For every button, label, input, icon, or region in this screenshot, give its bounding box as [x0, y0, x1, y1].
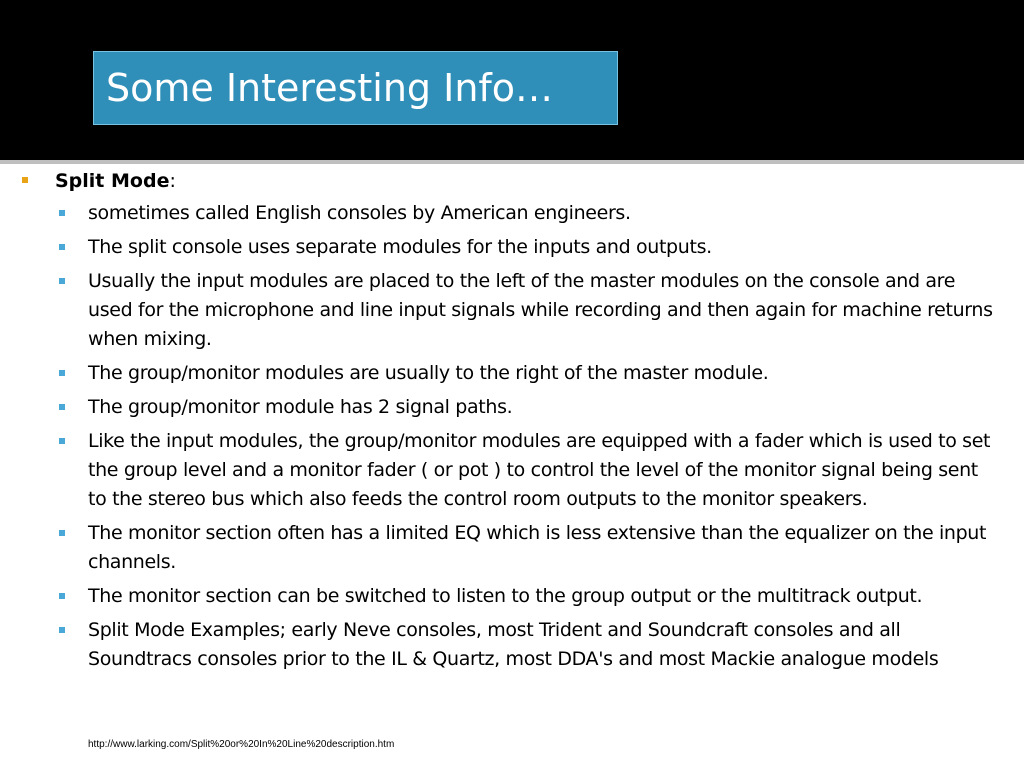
square-bullet-icon — [59, 438, 65, 444]
list-item — [88, 616, 1000, 674]
square-bullet-icon — [59, 210, 65, 216]
square-bullet-icon — [22, 177, 28, 183]
level1-bullet-split-mode — [55, 167, 176, 195]
list-item — [88, 267, 1000, 354]
bullet-text: The group/monitor modules are usually to the right of the master module. — [88, 362, 769, 384]
square-bullet-icon — [59, 404, 65, 410]
square-bullet-icon — [59, 593, 65, 599]
list-item — [88, 393, 1000, 422]
bullet-text: Like the input modules, the group/monitor modules are equipped with a fader which is used to set the group level and a monitor fader ( or pot ) to control the level of the monitor signal being sent to the stereo bus which also feeds the control room outputs to the monitor speakers. — [88, 430, 991, 510]
slide-title: Some Interesting Info… — [106, 66, 554, 110]
source-url[interactable]: http://www.larking.com/Split%20or%20In%20Line%20description.htm — [88, 739, 395, 750]
bullet-text: Split Mode Examples; early Neve consoles, most Trident and Soundcraft consoles and all Soundtracs consoles prior to the IL & Quartz, most DDA's and most Mackie analogue models — [88, 619, 939, 670]
square-bullet-icon — [59, 278, 65, 284]
square-bullet-icon — [59, 370, 65, 376]
list-item — [88, 359, 1000, 388]
split-mode-heading: Split Mode — [55, 170, 170, 192]
heading-colon: : — [169, 170, 176, 192]
title-box — [93, 51, 618, 125]
square-bullet-icon — [59, 244, 65, 250]
list-item — [88, 199, 1000, 228]
list-item — [88, 582, 1000, 611]
square-bullet-icon — [59, 530, 65, 536]
sub-bullet-list — [88, 199, 1000, 679]
bullet-text: The monitor section can be switched to listen to the group output or the multitrack output. — [88, 585, 923, 607]
bullet-text: Usually the input modules are placed to the left of the master modules on the console and are used for the microphone and line input signals while recording and then again for machine returns when mixing. — [88, 270, 993, 350]
list-item — [88, 519, 1000, 577]
list-item — [88, 427, 1000, 514]
bullet-text: The group/monitor module has 2 signal paths. — [88, 396, 513, 418]
bullet-text: The monitor section often has a limited EQ which is less extensive than the equalizer on the input channels. — [88, 522, 987, 573]
bullet-text: sometimes called English consoles by American engineers. — [88, 202, 631, 224]
list-item — [88, 233, 1000, 262]
header-divider — [0, 160, 1024, 164]
bullet-text: The split console uses separate modules for the inputs and outputs. — [88, 236, 712, 258]
square-bullet-icon — [59, 627, 65, 633]
